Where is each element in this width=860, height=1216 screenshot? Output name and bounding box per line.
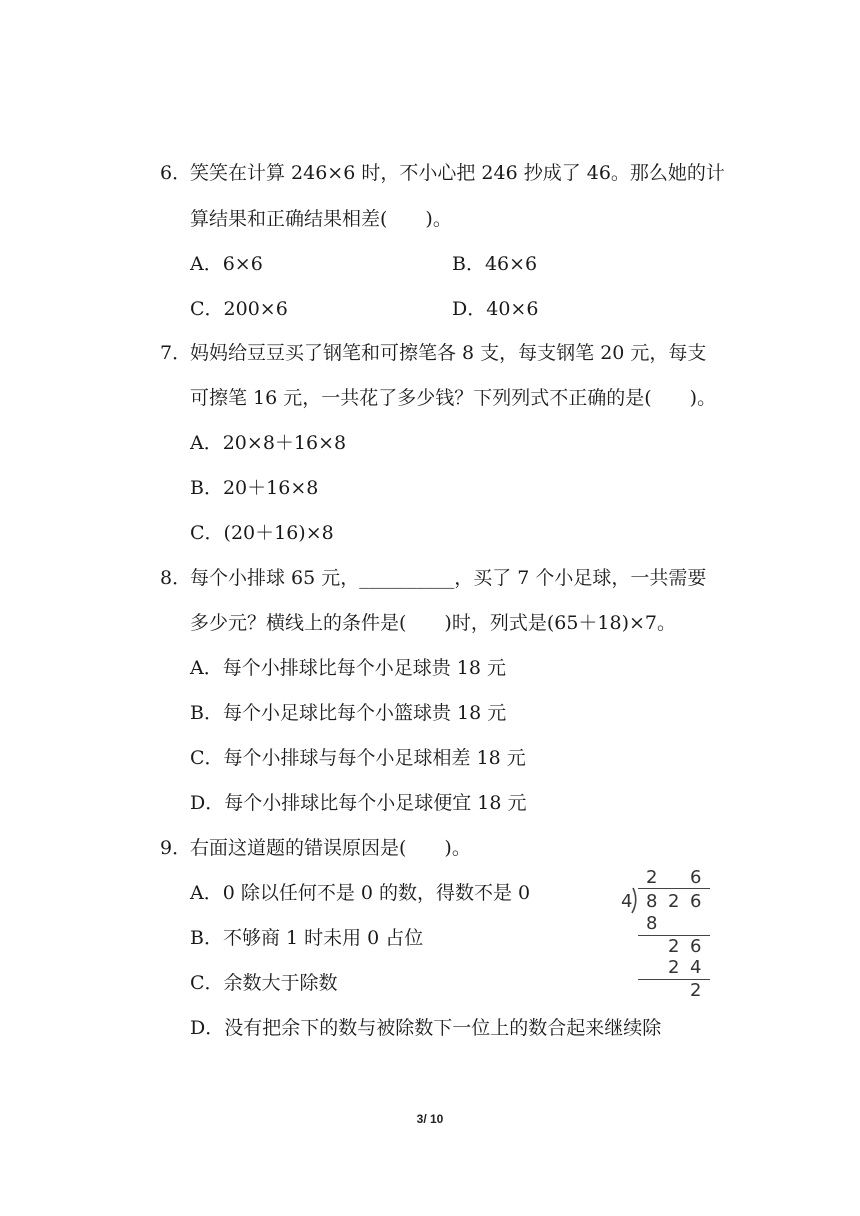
question-number: 8． bbox=[160, 567, 192, 589]
question-text: 算结果和正确结果相差( )。 bbox=[190, 208, 452, 230]
option-b: B．20＋16×8 bbox=[190, 477, 319, 499]
question-number: 9． bbox=[160, 837, 192, 859]
question-text: 多少元？横线上的条件是( )时，列式是(65＋18)×7。 bbox=[190, 612, 677, 634]
question-text: 妈妈给豆豆买了钢笔和可擦笔各 8 支，每支钢笔 20 元，每支 bbox=[190, 342, 707, 364]
question-number: 7． bbox=[160, 342, 192, 364]
subtrahend-digit: 2 bbox=[668, 957, 680, 978]
option-a: A．6×6 bbox=[190, 253, 263, 275]
dividend-digit: 8 bbox=[646, 891, 658, 912]
option-a: A．20×8＋16×8 bbox=[190, 432, 347, 454]
question-number: 6． bbox=[160, 162, 192, 184]
option-b: B．46×6 bbox=[452, 253, 538, 275]
option-c: C．余数大于除数 bbox=[190, 972, 338, 994]
question-text: 右面这道题的错误原因是( )。 bbox=[190, 837, 471, 859]
question-text: 笑笑在计算 246×6 时，不小心把 246 抄成了 46。那么她的计 bbox=[190, 162, 725, 184]
option-d: D．每个小排球比每个小足球便宜 18 元 bbox=[190, 792, 527, 814]
dividend-digit: 2 bbox=[668, 891, 680, 912]
option-a: A．0 除以任何不是 0 的数，得数不是 0 bbox=[190, 882, 531, 904]
divisor: 4 bbox=[621, 891, 633, 912]
option-c: C．每个小排球与每个小足球相差 18 元 bbox=[190, 747, 526, 769]
option-c: C．200×6 bbox=[190, 298, 288, 320]
question-text: 每个小排球 65 元，__________，买了 7 个小足球，一共需要 bbox=[190, 567, 707, 589]
division-bracket-icon bbox=[630, 887, 646, 915]
division-bar bbox=[638, 888, 710, 889]
page-number: 3/ 10 bbox=[416, 1112, 444, 1126]
partial-digit: 2 bbox=[668, 936, 680, 957]
subtrahend-digit: 4 bbox=[690, 957, 702, 978]
option-b: B．每个小足球比每个小篮球贵 18 元 bbox=[190, 702, 507, 724]
quotient-digit: 2 bbox=[646, 867, 658, 888]
option-d: D．40×6 bbox=[452, 298, 539, 320]
option-a: A．每个小排球比每个小足球贵 18 元 bbox=[190, 657, 506, 679]
option-d: D．没有把余下的数与被除数下一位上的数合起来继续除 bbox=[190, 1017, 662, 1039]
question-text: 可擦笔 16 元，一共花了多少钱？下列列式不正确的是( )。 bbox=[190, 387, 717, 409]
dividend-digit: 6 bbox=[690, 891, 702, 912]
option-b: B．不够商 1 时未用 0 占位 bbox=[190, 927, 424, 949]
option-c: C．(20＋16)×8 bbox=[190, 522, 334, 544]
subtrahend-1: 8 bbox=[646, 913, 658, 934]
quotient-digit: 6 bbox=[690, 867, 702, 888]
partial-digit: 6 bbox=[690, 936, 702, 957]
remainder: 2 bbox=[690, 980, 702, 1001]
